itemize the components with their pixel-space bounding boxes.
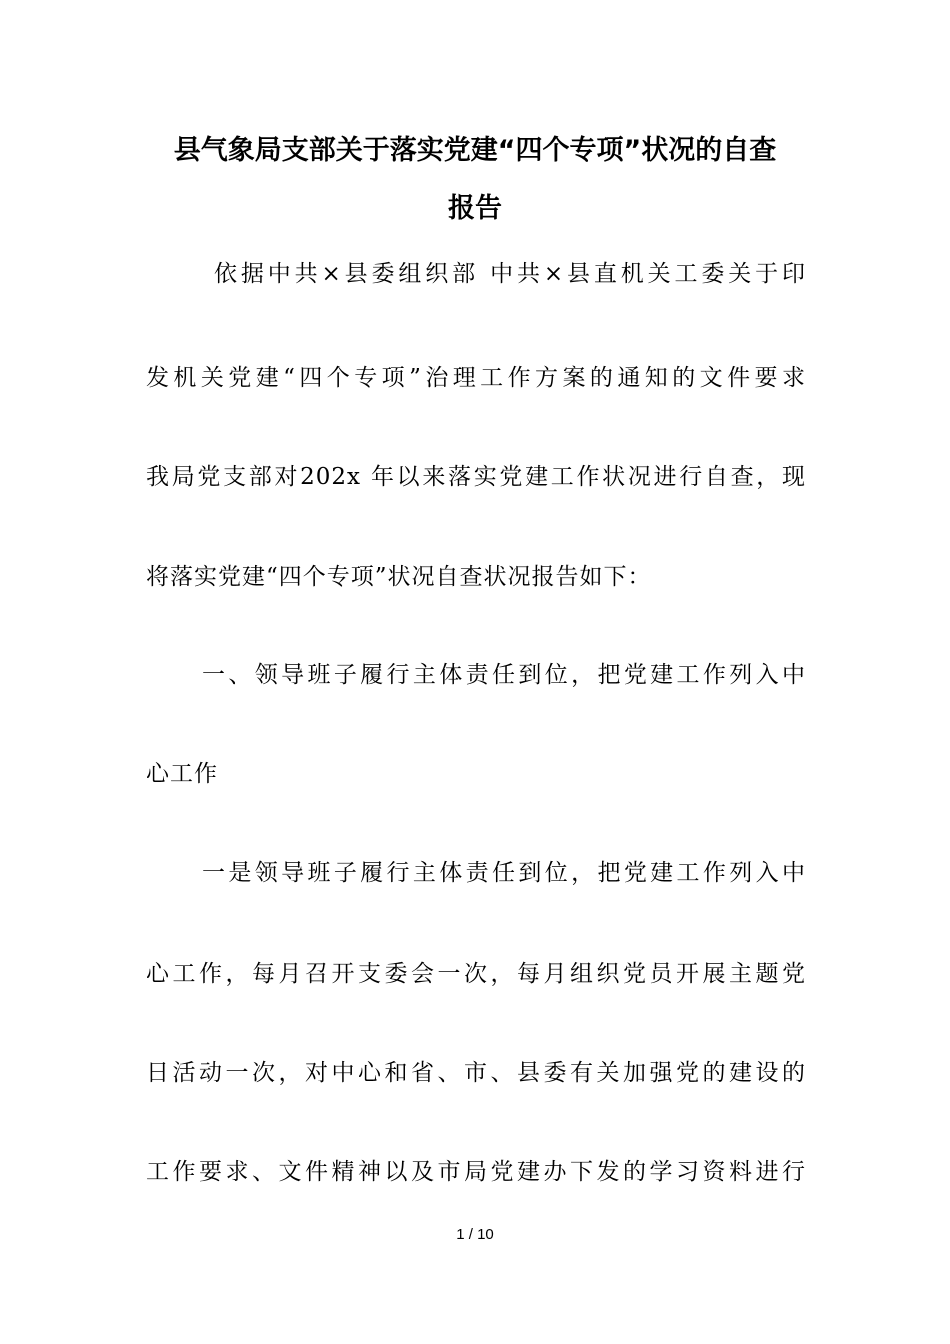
- paragraph-line: 将落实党建“四个专项”状况自查状况报告如下：: [146, 564, 652, 590]
- document-title: 县气象局支部关于落实党建“四个专项”状况的自查: [173, 135, 777, 166]
- paragraph-line: 心工作，每月召开支委会一次，每月组织党员开展主题党: [146, 961, 806, 987]
- paragraph-line: 我局党支部对202x 年以来落实党建工作状况进行自查，现: [146, 464, 806, 490]
- section-heading-line: 一、领导班子履行主体责任到位，把党建工作列入中: [202, 662, 806, 688]
- paragraph-line: 依据中共×县委组织部 中共×县直机关工委关于印: [214, 261, 806, 287]
- page-number: 1 / 10: [456, 1226, 494, 1243]
- document-title-continued: 报告: [448, 193, 502, 224]
- paragraph-line: 发机关党建“四个专项”治理工作方案的通知的文件要求: [146, 365, 806, 391]
- paragraph-line: 一是领导班子履行主体责任到位，把党建工作列入中: [202, 860, 806, 886]
- paragraph-line: 日活动一次，对中心和省、市、县委有关加强党的建设的: [146, 1060, 806, 1086]
- paragraph-line: 工作要求、文件精神以及市局党建办下发的学习资料进行: [146, 1159, 806, 1185]
- section-heading-line: 心工作: [146, 761, 218, 787]
